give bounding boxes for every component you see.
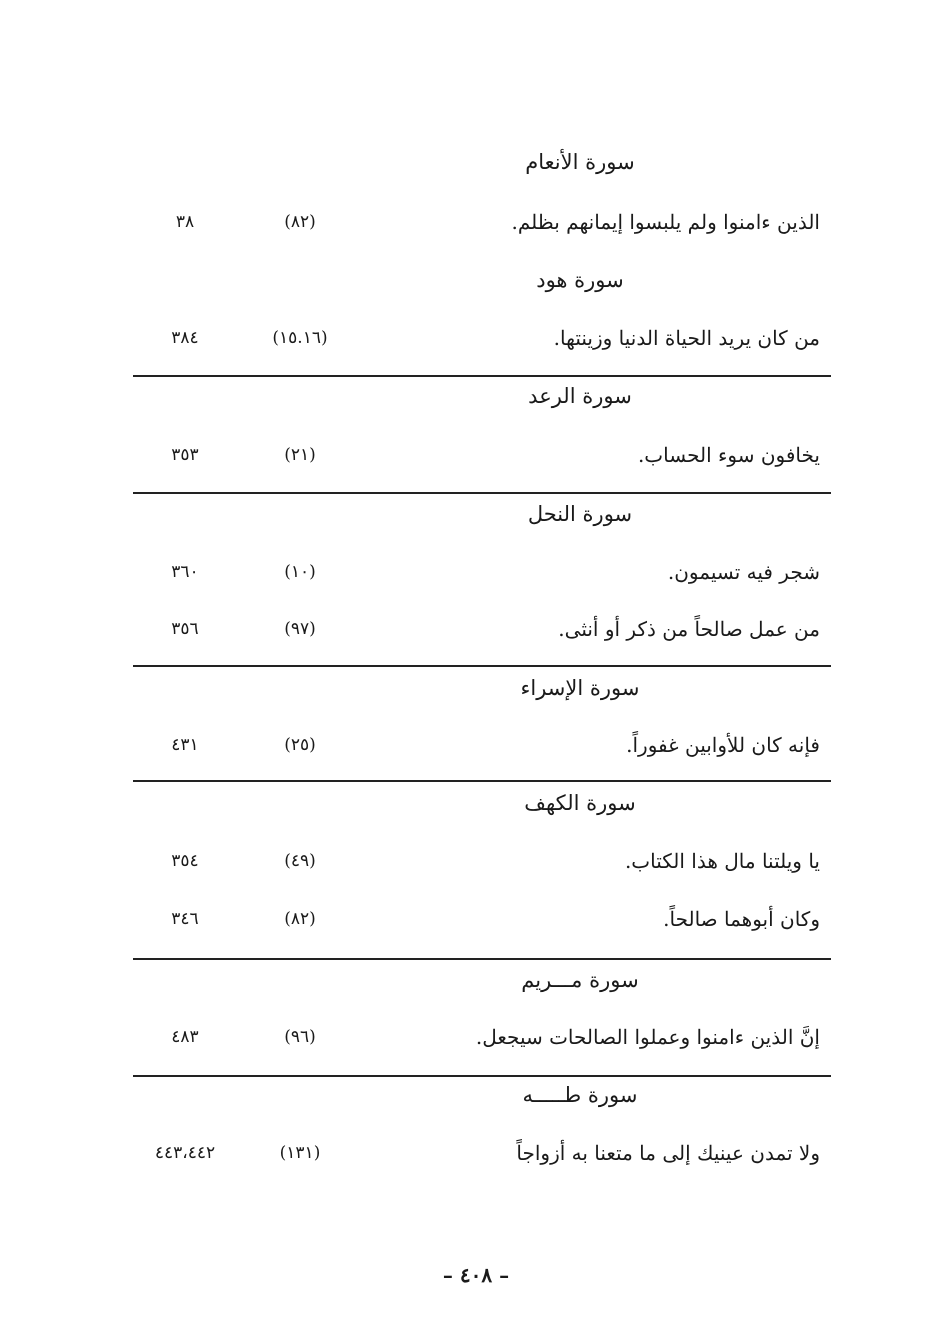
index-row: [130, 849, 820, 883]
verse-text: يخافون سوء الحساب.: [637, 443, 820, 467]
page-reference: ٣٥٤: [171, 851, 199, 871]
surah-title: سورة الرعد: [528, 384, 632, 408]
page-reference: ٣٤٦: [171, 909, 199, 929]
page-reference: ٤٨٣: [171, 1027, 199, 1047]
ayah-number: (٢١): [284, 445, 316, 465]
surah-title: سورة طـــــه: [522, 1083, 638, 1107]
verse-text: شجر فيه تسيمون.: [667, 560, 820, 584]
section-divider: [133, 958, 831, 960]
verse-text: يا ويلتنا مال هذا الكتاب.: [624, 849, 820, 873]
page-reference: ٤٤٣،٤٤٢: [154, 1143, 216, 1163]
page-reference: ٤٣١: [171, 735, 199, 755]
section-divider: [133, 375, 831, 377]
ayah-number: (٩٦): [284, 1027, 316, 1047]
index-row: [130, 560, 820, 594]
section-divider: [133, 1075, 831, 1077]
index-row: [130, 210, 820, 244]
page-reference: ٣٨٤: [171, 328, 199, 348]
section-divider: [133, 665, 831, 667]
surah-title: سورة النحل: [527, 502, 633, 526]
verse-text: من عمل صالحاً من ذكر أو أنثى.: [558, 617, 820, 641]
surah-title: سورة الأنعام: [525, 150, 635, 174]
page-reference: ٣٥٣: [171, 445, 199, 465]
verse-text: ولا تمدن عينيك إلى ما متعنا به أزواجاً: [516, 1141, 820, 1165]
ayah-number: (٢٥): [284, 735, 316, 755]
ayah-number: (٩٧): [284, 619, 316, 639]
verse-text: فإنه كان للأوابين غفوراً.: [626, 733, 820, 757]
index-row: [130, 1141, 820, 1175]
section-divider: [133, 492, 831, 494]
surah-title: سورة الإسراء: [520, 676, 640, 700]
index-row: [130, 617, 820, 651]
verse-text: من كان يريد الحياة الدنيا وزينتها.: [553, 326, 820, 350]
surah-title: سورة مـــريم: [521, 968, 639, 992]
page-reference: ٣٨: [175, 212, 195, 232]
surah-title: سورة الكهف: [524, 791, 636, 815]
index-row: [130, 1025, 820, 1059]
index-row: [130, 907, 820, 941]
page-number: – ٤٠٨ –: [442, 1263, 510, 1287]
verse-text: الذين ءامنوا ولم يلبسوا إيمانهم بظلم.: [511, 210, 820, 234]
surah-title: سورة هود: [536, 268, 624, 292]
ayah-number: (١٠): [284, 562, 316, 582]
ayah-number: (٨٢): [284, 212, 316, 232]
index-row: [130, 443, 820, 477]
page-reference: ٣٦٠: [171, 562, 199, 582]
verse-text: إنَّ الذين ءامنوا وعملوا الصالحات سيجعل.: [475, 1025, 820, 1049]
ayah-number: (٤٩): [284, 851, 316, 871]
ayah-number: (٨٢): [284, 909, 316, 929]
index-row: [130, 733, 820, 767]
page-reference: ٣٥٦: [171, 619, 199, 639]
ayah-number: (١٣١): [279, 1143, 321, 1163]
index-row: [130, 326, 820, 360]
section-divider: [133, 780, 831, 782]
ayah-number: (١٥.١٦): [272, 328, 328, 348]
verse-text: وكان أبوهما صالحاً.: [663, 907, 820, 931]
